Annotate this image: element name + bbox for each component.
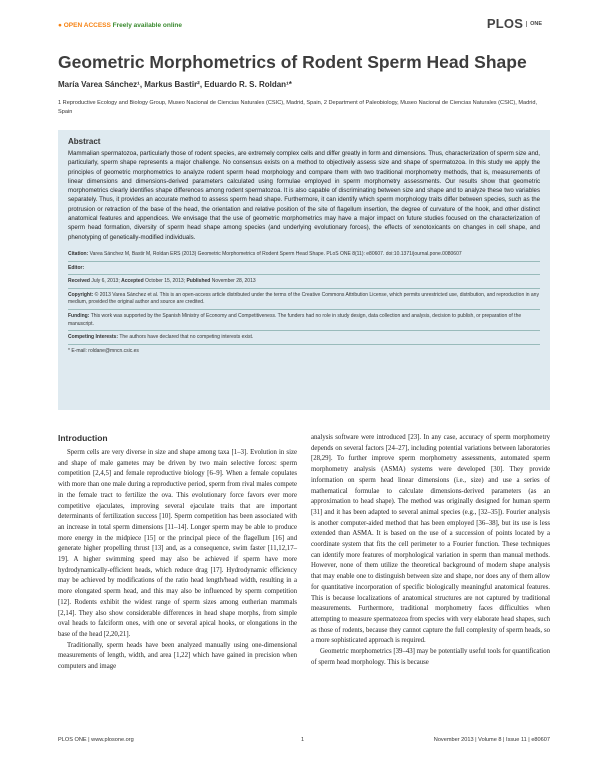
page-footer bbox=[58, 737, 550, 743]
published-label: Published bbox=[186, 278, 211, 285]
competing-text: The authors have declared that no competing interests exist. bbox=[119, 334, 254, 341]
paragraph: Geometric morphometrics [39–43] may be potentially useful tools for quantification of sperm head morphology. This is because bbox=[311, 648, 550, 666]
editor-line bbox=[68, 265, 540, 273]
divider bbox=[68, 261, 540, 262]
paper-title: Geometric Morphometrics of Rodent Sperm Head Shape bbox=[58, 52, 527, 72]
copyright-label: Copyright: bbox=[68, 291, 94, 298]
received-label: Received bbox=[68, 278, 90, 285]
abstract-box bbox=[58, 130, 550, 410]
affiliations: 1 Reproductive Ecology and Biology Group, Museo Nacional de Ciencias Naturales (CSIC), Madrid, Spain, 2 Department of Paleobiology, Museo Nacional de Ciencias Naturales (CSIC), Madrid, Spain bbox=[58, 100, 538, 115]
article-metadata bbox=[68, 251, 540, 355]
paragraph: Traditionally, sperm heads have been analyzed manually using one-dimensional measurements of length, width, and area [1,22] which have gained in precision when computers and image bbox=[58, 641, 297, 671]
section-heading-introduction: Introduction bbox=[58, 433, 108, 443]
email-line: * E-mail: roldane@mncn.csic.es bbox=[68, 347, 139, 354]
received-date: July 6, 2013; bbox=[91, 278, 120, 285]
page-number: 1 bbox=[301, 737, 305, 743]
citation-text: Varea Sánchez M, Bastir M, Roldan ERS (2013) Geometric Morphometrics of Rodent Sperm Head Shape. PLoS ONE 8(11): e80607. doi:10.1371/journal.pone.0080607 bbox=[89, 250, 462, 257]
paragraph: analysis software were introduced [23]. In any case, accuracy of sperm morphometry depends on several factors [24–27], including potential variations between laboratories [28,29]. To further improve sperm morphometry assessments, automated sperm morphometry analysis (ASMA) systems were developed [30]. They provide information on sperm head linear dimensions (i.e., size) and use a series of mathematical formulae to calculate dimensions-derived parameters (as an approximation to head shape). The method was originally designed for human sperm [31] and it has been adapted to several animal species (e.g., [32–35]). Fourier analysis is another computer-aided method that has been employed [36–38], but its use is less extended than ASMA. It is based on the use of a succession of points located by a coordinate system that fits the cell perimeter to a Fourier function. These techniques can identify more features of morphological variation in sperm than manual methods. However, none of them utilize the theoretical background of modern shape analysis that may enable one to distinguish between size and shape, nor does any of them allow for quantitative incorporation of specific biologically meaningful anatomical features. This is because localizations of anatomical structures are not captured by traditional measurements. Furthermore, traditional morphometry faces difficulties when attempting to measure spermatozoa from species with very elaborate head shapes, such as those of rodents, because they cannot capture the full complexity of sperm heads, so a more sophisticated approach is required. bbox=[311, 434, 550, 645]
copyright-text: © 2013 Varea Sánchez et al. This is an open-access article distributed under the terms of the Creative Commons Attribution License, which permits unrestricted use, distribution, and reproduction in any medium, provided the original author and source are credited. bbox=[68, 291, 539, 306]
author-list: María Varea Sánchez¹, Markus Bastir², Eduardo R. S. Roldan¹* bbox=[58, 80, 292, 89]
divider bbox=[68, 344, 540, 345]
divider bbox=[68, 330, 540, 331]
open-access-banner bbox=[58, 22, 182, 29]
body-column-right bbox=[311, 433, 550, 668]
plos-logo-sub: ONE bbox=[526, 21, 542, 27]
divider bbox=[68, 274, 540, 275]
oa-open-label: OPEN bbox=[63, 22, 83, 29]
published-date: November 28, 2013 bbox=[211, 278, 256, 285]
oa-access-label: ACCESS bbox=[83, 22, 111, 29]
competing-interests-line bbox=[68, 334, 540, 342]
funding-label: Funding: bbox=[68, 312, 90, 319]
accepted-date: October 15, 2013; bbox=[145, 278, 186, 285]
plos-logo bbox=[487, 16, 542, 31]
body-column-left bbox=[58, 448, 297, 673]
divider bbox=[68, 309, 540, 310]
abstract-heading: Abstract bbox=[68, 137, 101, 146]
dates-line bbox=[68, 278, 540, 286]
funding-line bbox=[68, 313, 540, 328]
accepted-label: Accepted bbox=[121, 278, 144, 285]
competing-label: Competing Interests: bbox=[68, 334, 119, 341]
paragraph: Sperm cells are very diverse in size and shape among taxa [1–3]. Evolution in size and shape of male gametes may be driven by two main selective forces: sperm competition [2,4,5] and female reproductive biology [6–9]. When a female copulates with more than one male during a reproductive period, sperm from rival males compete in the female tract to fertilize the ova. This evolutionary force favors ever more competitive ejaculates, improving several ejaculate traits that are important determinants of fertilization success [10]. Sperm competition has been associated with an increase in total sperm dimensions [11–14]. Longer sperm may be able to produce more energy in the midpiece [15] or the principal piece of the flagellum [16] and generate higher propelling thrust [13] and, as a consequence, swim faster [11,12,17–19]. A higher swimming speed may also be achieved if sperm have more hydrodynamically-efficient heads, which reduce drag [17]. Hydrodynamic efficiency may be achieved by modifications of the ratio head length/head width, resulting in a more elongated sperm head, and this may also be influenced by sperm competition [12]. Rodents exhibit the widest range of sperm sizes among eutherian mammals [2,14]. They also show considerable differences in head shape morphs, from simple oval heads to falciform ones, with one or several apical hooks, or elongations in the base of the head [2,20,21]. bbox=[58, 449, 297, 638]
oa-icon: ● bbox=[58, 22, 62, 29]
editor-label: Editor: bbox=[68, 264, 85, 271]
citation-line bbox=[68, 251, 540, 259]
divider bbox=[68, 288, 540, 289]
oa-free-label: Freely available online bbox=[112, 22, 183, 29]
copyright-line bbox=[68, 292, 540, 307]
plos-logo-text: PLOS bbox=[486, 16, 524, 31]
funding-text: This work was supported by the Spanish Ministry of Economy and Competitiveness. The funders had no role in study design, data collection and analysis, decision to publish, or preparation of the manuscript. bbox=[68, 312, 522, 327]
footer-journal: PLOS ONE | www.plosone.org bbox=[58, 737, 134, 743]
abstract-body: Mammalian spermatozoa, particularly those of rodent species, are extremely complex cells and differ greatly in form and dimensions. Thus, characterization of sperm size and, particularly, sperm shape represents a major challenge. No consensus exists on a method to objectively assess size and shape of spermatozoa. In this study we apply the principles of geometric morphometrics to analyze rodent sperm head morphology and compare them with two traditional morphometry methods, that is, measurements of linear dimensions and dimensions-derived parameters calculated using formulae employed in sperm morphometry assessments. Our results show that geometric morphometrics clearly identifies shape differences among rodent spermatozoa. It is also capable of discriminating between size and shape and to analyze these two variables separately. Thus, it provides an accurate method to assess sperm head shape. Furthermore, it can identify which sperm morphology traits differ between species, such as the protrusion or retraction of the base of the head, the orientation and relative position of the site of flagellum insertion, the degree of curvature of the hook, and other distinct anatomical features and appendices. We envisage that the use of geometric morphometrics may have a major impact on future studies focused on the characterization of sperm head formation, diversity of sperm head shape among species (and underlying evolutionary forces), the effects of xenotoxicants on changes in cell shape, and phenotyping of genetically-modified individuals. bbox=[68, 150, 540, 241]
citation-label: Citation: bbox=[68, 250, 89, 257]
footer-issue: November 2013 | Volume 8 | Issue 11 | e80607 bbox=[433, 737, 550, 743]
